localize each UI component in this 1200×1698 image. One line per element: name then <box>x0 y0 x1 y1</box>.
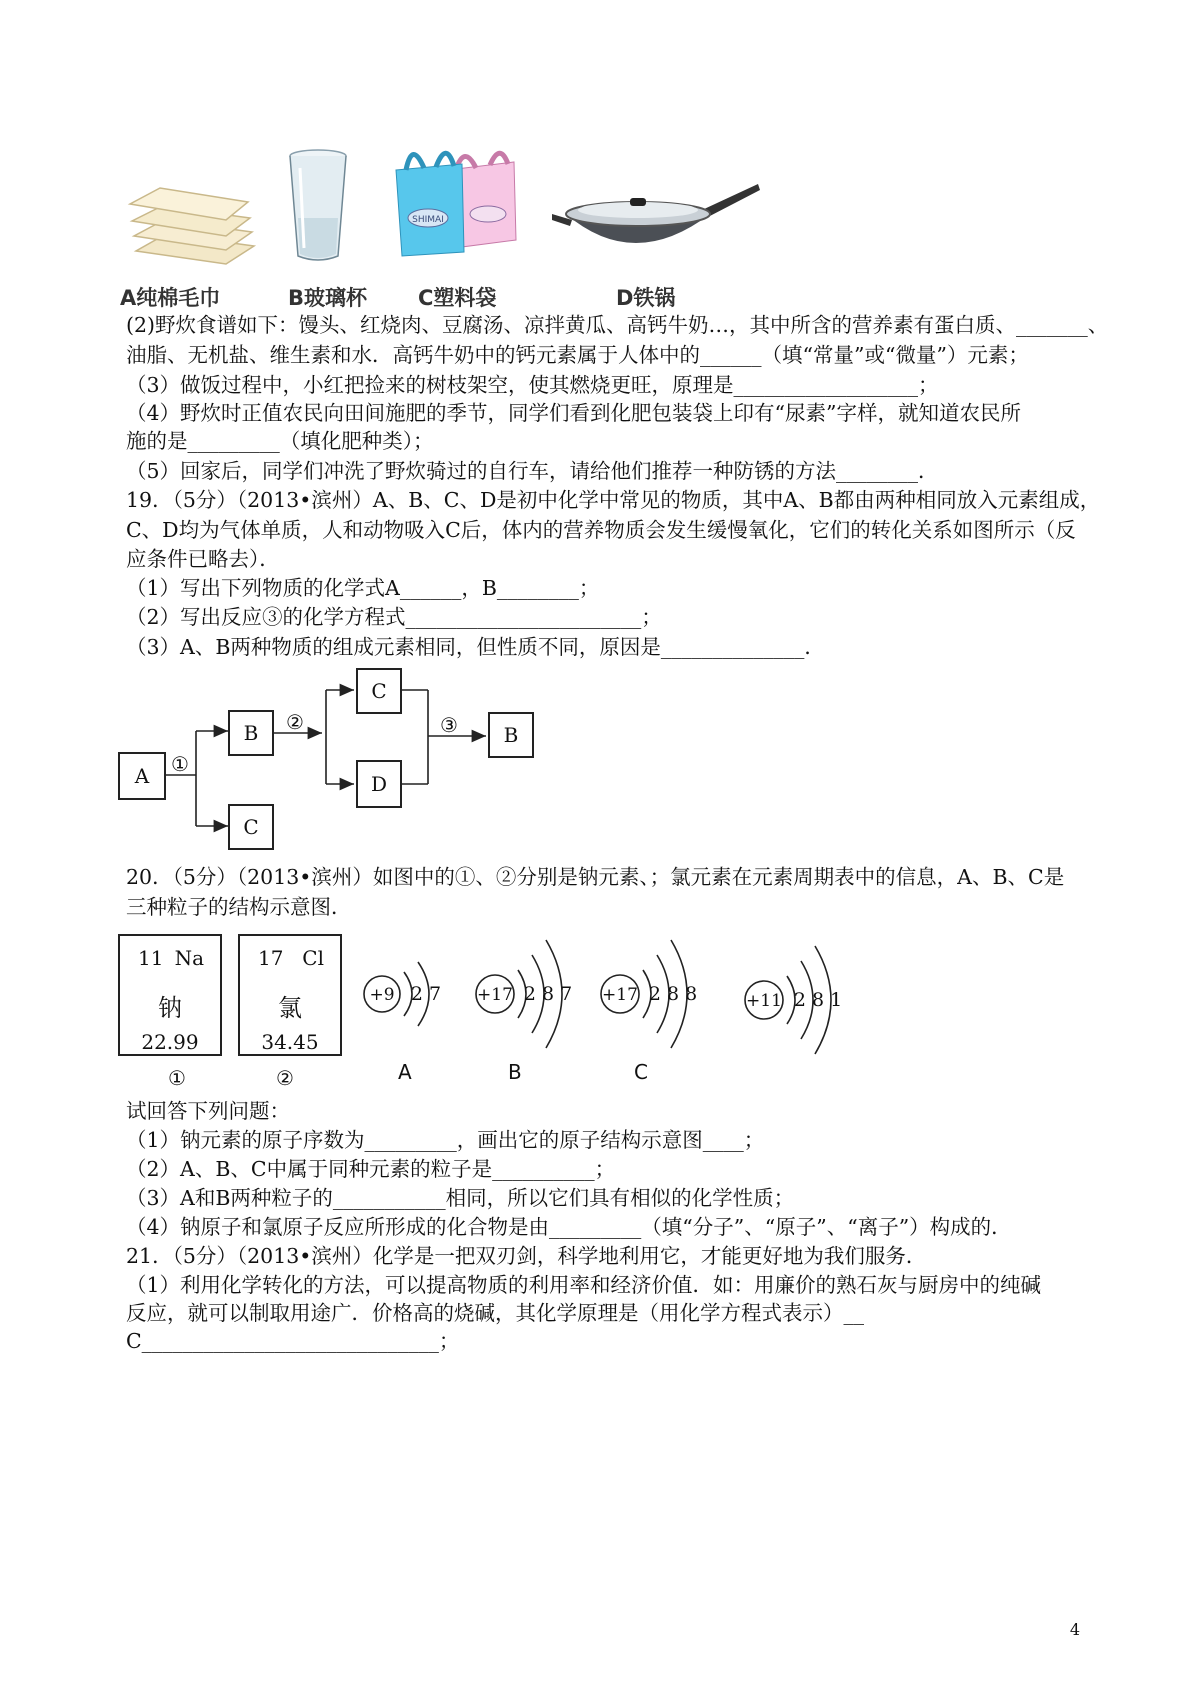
particle-b-nucleus: +17 <box>477 985 513 1005</box>
image-caption-d: D铁锅 <box>616 286 676 310</box>
q19-line-6: （3）A、B两种物质的组成元素相同，但性质不同，原因是______________． <box>126 635 825 659</box>
page-number: 4 <box>1069 1620 1080 1639</box>
particle-a-shells: 2 7 <box>410 983 442 1005</box>
chlorine-atomic-number: 17 <box>258 946 284 970</box>
q21-line-4: C_____________________________； <box>126 1329 460 1353</box>
q19-line-1: 19．（5分）（2013•滨州）A、B、C、D是初中化学中常见的物质，其中A、B都由两种相同放入元素组成， <box>126 488 1101 512</box>
sodium-mass: 22.99 <box>141 1030 199 1054</box>
chlorine-mass: 34.45 <box>261 1030 319 1054</box>
q20-prompt: 试回答下列问题： <box>126 1099 290 1123</box>
q19-line-3: 应条件已略去）． <box>126 547 280 571</box>
sodium-atom-nucleus: +11 <box>746 991 782 1011</box>
reaction-label-1: ① <box>171 752 189 776</box>
particle-c-shells: 2 8 8 <box>648 983 698 1005</box>
diagram-box-a: A <box>118 752 166 800</box>
q21-line-3: 反应，就可以制取用途广．价格高的烧碱，其化学原理是（用化学方程式表示）__ <box>126 1301 864 1325</box>
diagram-box-d: D <box>356 760 402 808</box>
chlorine-name: 氯 <box>278 994 302 1022</box>
sodium-cell-label: ① <box>168 1066 186 1090</box>
particle-b-shells: 2 8 7 <box>523 983 573 1005</box>
q20-sub-4: （4）钠原子和氯原子反应所形成的化合物是由_________（填“分子”、“原子”、“离子”）构成的． <box>126 1215 1012 1239</box>
q18-line-1: (2)野炊食谱如下：馒头、红烧肉、豆腐汤、凉拌黄瓜、高钙牛奶…，其中所含的营养素有蛋白质、_______、 <box>126 313 1109 337</box>
diagram-box-c2: C <box>356 668 402 714</box>
particle-a-label: A <box>398 1060 412 1084</box>
diagram-box-b2: B <box>488 712 534 758</box>
q21-line-2: （1）利用化学转化的方法，可以提高物质的利用率和经济价值．如：用廉价的熟石灰与厨房中的纯碱 <box>126 1273 1042 1297</box>
image-caption-c: C塑料袋 <box>418 286 497 310</box>
sodium-atom-shells: 2 8 1 <box>793 989 843 1011</box>
bag-print-text: SHIMAI <box>412 215 444 225</box>
image-caption-b: B玻璃杯 <box>288 286 368 310</box>
q18-line-6: （5）回家后，同学们冲洗了野炊骑过的自行车，请给他们推荐一种防锈的方法________． <box>126 459 939 483</box>
sodium-atomic-number: 11 <box>138 946 164 970</box>
q18-line-5: 施的是_________（填化肥种类）； <box>126 429 434 453</box>
image-caption-a: A纯棉毛巾 <box>120 286 221 310</box>
q20-line-1: 20．（5分）（2013•滨州）如图中的①、②分别是钠元素、；氯元素在元素周期表中的信息，A、B、C是 <box>126 865 1065 889</box>
particle-c-label: C <box>634 1060 648 1084</box>
q21-line-1: 21．（5分）（2013•滨州）化学是一把双刃剑，科学地利用它，才能更好地为我们服务． <box>126 1244 927 1268</box>
q20-sub-1: （1）钠元素的原子序数为_________，画出它的原子结构示意图____； <box>126 1128 765 1152</box>
sodium-symbol: Na <box>174 946 204 970</box>
diagram-box-b1: B <box>228 710 274 756</box>
diagram-box-c1: C <box>228 804 274 850</box>
particle-b-label: B <box>508 1060 522 1084</box>
q20-sub-2: （2）A、B、C中属于同种元素的粒子是__________； <box>126 1157 616 1181</box>
q18-line-2: 油脂、无机盐、维生素和水．高钙牛奶中的钙元素属于人体中的______（填“常量”或“微量”）元素； <box>126 343 1029 367</box>
sodium-name: 钠 <box>158 994 182 1022</box>
q19-line-2: C、D均为气体单质，人和动物吸入C后，体内的营养物质会发生缓慢氧化，它们的转化关系如图所示（反 <box>126 518 1076 542</box>
chlorine-symbol: Cl <box>302 946 324 970</box>
q19-line-4: （1）写出下列物质的化学式A______，B________； <box>126 576 600 600</box>
reaction-label-2: ② <box>286 710 304 734</box>
q20-sub-3: （3）A和B两种粒子的___________相同，所以它们具有相似的化学性质； <box>126 1186 795 1210</box>
chlorine-cell-label: ② <box>276 1066 294 1090</box>
particle-c-nucleus: +17 <box>602 985 638 1005</box>
reaction-label-3: ③ <box>440 713 458 737</box>
q18-line-3: （3）做饭过程中，小红把捡来的树枝架空，使其燃烧更旺，原理是__________________； <box>126 373 939 397</box>
q19-line-5: （2）写出反应③的化学方程式_______________________； <box>126 605 662 629</box>
particle-a-nucleus: +9 <box>369 985 395 1005</box>
q20-line-2: 三种粒子的结构示意图． <box>126 895 352 919</box>
q18-line-4: （4）野炊时正值农民向田间施肥的季节，同学们看到化肥包装袋上印有“尿素”字样，就知道农民所 <box>126 401 1022 425</box>
